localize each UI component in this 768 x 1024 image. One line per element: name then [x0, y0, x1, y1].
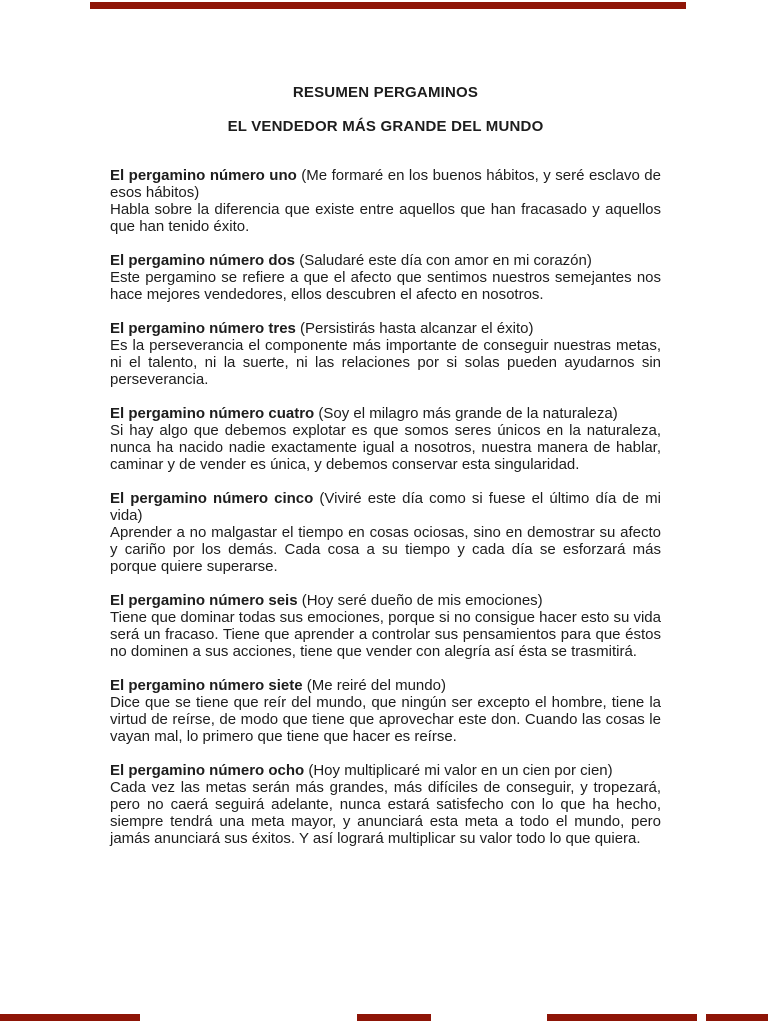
scroll-heading: El pergamino número uno — [110, 167, 297, 184]
scan-mark-bottom-corner — [706, 1014, 768, 1021]
scroll-body: Dice que se tiene que reír del mundo, que ningún ser excepto el hombre, tiene la virtud de reírse, de modo que tiene que aprovechar este don. Cuando las cosas le vayan mal, lo primero que tiene que hacer es reírse. — [110, 694, 661, 745]
scroll-paragraph-4 — [110, 405, 661, 473]
scroll-body: Es la perseverancia el componente más importante de conseguir nuestras metas, ni el talento, ni la suerte, ni las relaciones por si solas pueden ayudarnos sin perseverancia. — [110, 337, 661, 388]
scroll-paragraph-8 — [110, 762, 661, 847]
scroll-heading: El pergamino número siete — [110, 677, 303, 694]
scroll-heading: El pergamino número cuatro — [110, 405, 315, 422]
scan-mark-bottom-right — [547, 1014, 697, 1021]
scroll-paragraph-2 — [110, 252, 661, 303]
scroll-heading: El pergamino número seis — [110, 592, 298, 609]
scroll-heading-line — [110, 677, 661, 694]
scroll-heading: El pergamino número ocho — [110, 762, 305, 779]
scroll-motto: (Hoy multiplicaré mi valor en un cien por cien) — [308, 762, 613, 779]
scan-mark-bottom-left — [0, 1014, 140, 1021]
scroll-paragraph-7 — [110, 677, 661, 745]
scroll-heading-line — [110, 490, 661, 524]
document-title: RESUMEN PERGAMINOS — [292, 84, 479, 101]
scroll-paragraph-6 — [110, 592, 661, 660]
scroll-motto: (Me reiré del mundo) — [306, 677, 446, 694]
scroll-paragraph-3 — [110, 320, 661, 388]
scroll-motto: (Persistirás hasta alcanzar el éxito) — [300, 320, 534, 337]
scroll-body: Este pergamino se refiere a que el afecto que sentimos nuestros semejantes nos hace mejores vendedores, ellos descubren el afecto en nosotros. — [110, 269, 661, 303]
scroll-heading-line — [110, 592, 661, 609]
scroll-motto: (Soy el milagro más grande de la naturaleza) — [318, 405, 618, 422]
scroll-body: Habla sobre la diferencia que existe entre aquellos que han fracasado y aquellos que han tenido éxito. — [110, 201, 661, 235]
scroll-body: Tiene que dominar todas sus emociones, porque si no consigue hacer esto su vida será un fracaso. Tiene que aprender a controlar sus pensamientos para que éstos no dominen a sus acciones, tiene que vender con alegría así ésta se trasmitirá. — [110, 609, 661, 660]
scroll-paragraph-1 — [110, 167, 661, 235]
scroll-summaries — [110, 167, 661, 847]
scroll-heading-line — [110, 167, 661, 201]
scroll-paragraph-5 — [110, 490, 661, 575]
document-subtitle: EL VENDEDOR MÁS GRANDE DEL MUNDO — [227, 118, 544, 135]
scroll-motto: (Me formaré en los buenos hábitos, y seré esclavo de esos hábitos) — [110, 167, 661, 201]
scan-mark-top — [90, 2, 686, 9]
document-content — [110, 84, 661, 847]
scroll-heading-line — [110, 252, 661, 269]
scroll-heading-line — [110, 762, 661, 779]
scroll-body: Aprender a no malgastar el tiempo en cosas ociosas, sino en demostrar su afecto y cariño por los demás. Cada cosa a su tiempo y cada día se esforzará más porque quiere superarse. — [110, 524, 661, 575]
scroll-heading: El pergamino número cinco — [110, 490, 314, 507]
scroll-heading-line — [110, 405, 661, 422]
scroll-heading-line — [110, 320, 661, 337]
scroll-motto: (Hoy seré dueño de mis emociones) — [301, 592, 543, 609]
scroll-heading: El pergamino número tres — [110, 320, 296, 337]
scroll-body: Cada vez las metas serán más grandes, más difíciles de conseguir, y tropezará, pero no caerá seguirá adelante, nunca estará satisfecho con lo que ha hecho, siempre tendrá una meta mayor, y anunciará esta meta a todo el mundo, pero jamás anunciará sus éxitos. Y así logrará multiplicar su valor todo lo que quiera. — [110, 779, 661, 847]
scan-mark-bottom-center — [357, 1014, 431, 1021]
scroll-body: Si hay algo que debemos explotar es que somos seres únicos en la naturaleza, nunca ha nacido nadie exactamente igual a nosotros, nuestra manera de hablar, caminar y de vender es única, y debemos conservar esta singularidad. — [110, 422, 661, 473]
scroll-motto: (Saludaré este día con amor en mi corazón) — [299, 252, 592, 269]
scroll-heading: El pergamino número dos — [110, 252, 296, 269]
scroll-motto: (Viviré este día como si fuese el último día de mi vida) — [110, 490, 661, 524]
